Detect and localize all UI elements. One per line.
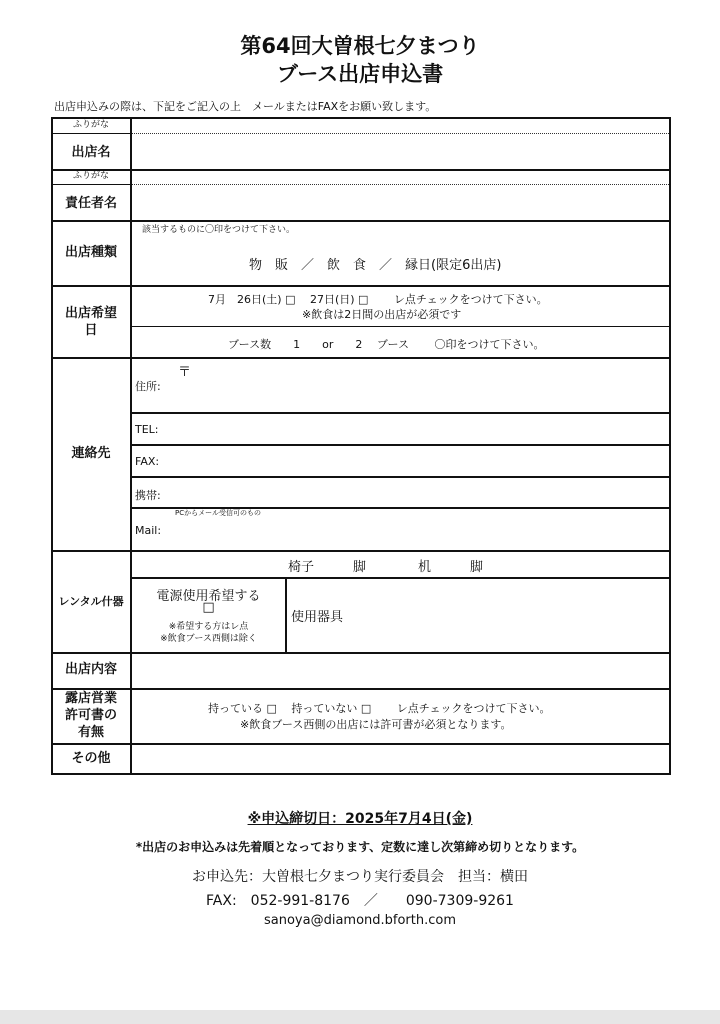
date-selection[interactable]: 7月 26日(土) □ 27日(日) □ レ点チェックをつけて下さい。 xyxy=(208,293,548,306)
power-title: 電源使用希望する xyxy=(156,589,261,604)
preferred-date-label: 出店希望 xyxy=(64,306,117,321)
tel-label: TEL: xyxy=(135,423,159,436)
address-label: 住所: xyxy=(135,380,161,393)
permit-label-1: 露店営業 xyxy=(64,691,117,706)
power-note-2: ※飲食ブース西側は除く xyxy=(160,634,257,644)
intro-text: 出店申込みの際は、下記をご記入の上 メールまたはFAXをお願い致します。 xyxy=(54,100,437,113)
shop-type-options[interactable]: 物 販 ／ 飲 食 ／ 縁日(限定6出店) xyxy=(249,258,502,273)
organizer-contact: お申込先：大曽根七夕まつり実行委員会 担当：横田 xyxy=(192,869,528,885)
furigana-label: ふりがな xyxy=(72,120,109,130)
booth-count[interactable]: ブース数 1 or 2 ブース 〇印をつけて下さい。 xyxy=(228,338,545,351)
mobile-label: 携帯: xyxy=(135,489,161,502)
shop-name-label: 出店名 xyxy=(71,145,111,160)
first-come-notice: *出店のお申込みは先着順となっております、定数に達し次第締め切りとなります。 xyxy=(135,840,585,854)
mail-label: Mail: xyxy=(135,524,162,537)
rental-label: レンタル什器 xyxy=(58,595,124,608)
fax-label: FAX: xyxy=(135,455,160,468)
manager-label: 責任者名 xyxy=(64,196,117,211)
contact-label: 連絡先 xyxy=(71,446,111,461)
mail-note: PCからメール受信可のもの xyxy=(175,509,261,517)
permit-label-2: 許可書の xyxy=(64,708,117,723)
permit-note: ※飲食ブース西側の出店には許可書が必須となります。 xyxy=(240,718,512,731)
power-note-1: ※希望する方はレ点 xyxy=(168,622,249,632)
page-bottom-bar xyxy=(0,1010,720,1024)
shop-type-note: 該当するものに〇印をつけて下さい。 xyxy=(142,225,296,235)
permit-selection[interactable]: 持っている □ 持っていない □ レ点チェックをつけて下さい。 xyxy=(208,702,551,715)
content-label: 出店内容 xyxy=(64,662,117,677)
power-checkbox[interactable]: □ xyxy=(202,600,215,615)
date-note: ※飲食は2日間の出店が必須です xyxy=(302,308,462,321)
furniture-row: 椅子 脚 机 脚 xyxy=(288,560,484,575)
equipment-label: 使用器具 xyxy=(291,610,344,625)
permit-label-3: 有無 xyxy=(77,725,104,740)
other-label: その他 xyxy=(71,751,111,766)
shop-type-label: 出店種類 xyxy=(64,245,117,260)
email-address[interactable]: sanoya@diamond.bforth.com xyxy=(263,913,457,928)
form-subtitle: ブース出店申込書 xyxy=(276,62,444,86)
fax-phone: FAX: 052-991-8176 ／ 090-7309-9261 xyxy=(206,893,514,909)
furigana-label: ふりがな xyxy=(72,171,109,181)
deadline: ※申込締切日：2025年7月4日(金) xyxy=(247,811,473,827)
preferred-date-label-2: 日 xyxy=(84,323,98,338)
form-title: 第64回大曽根七夕まつり xyxy=(240,34,480,58)
postal-mark: 〒 xyxy=(178,365,192,380)
